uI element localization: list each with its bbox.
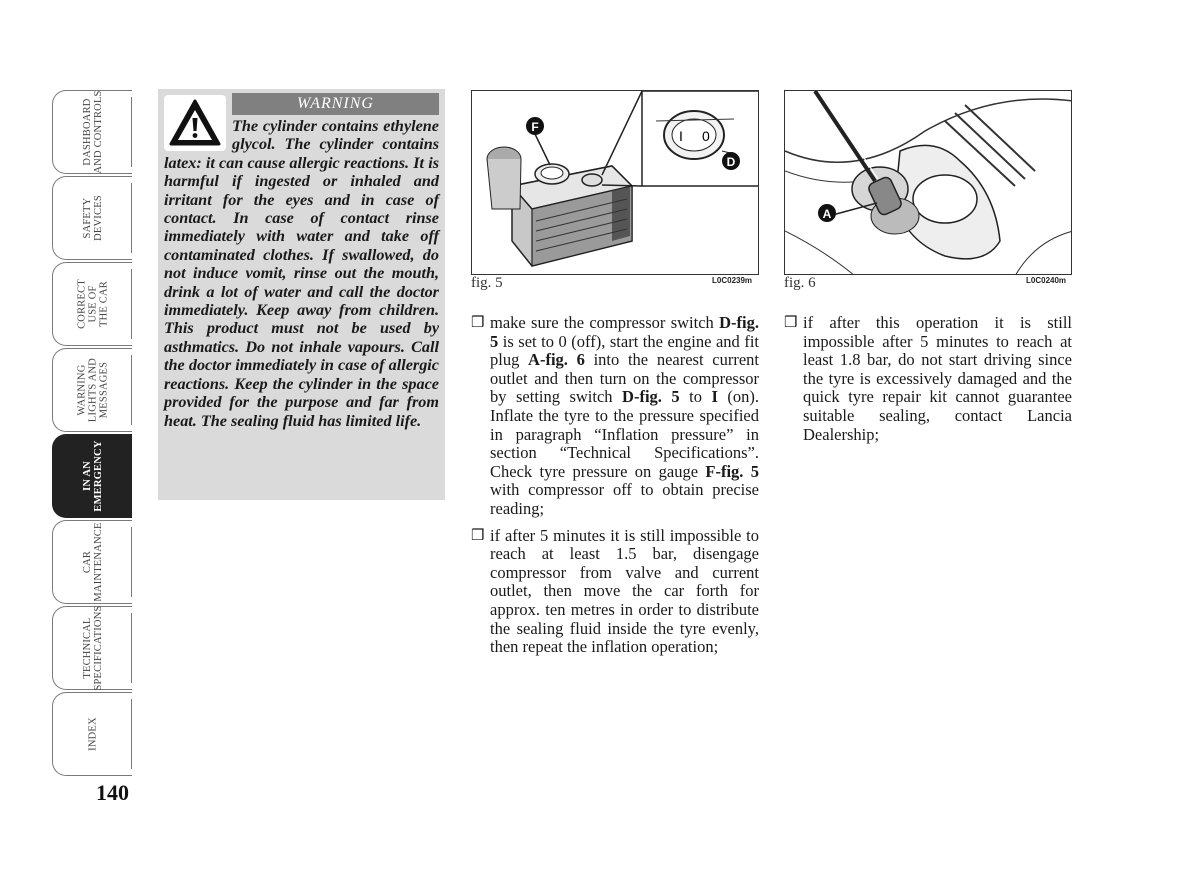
list-item: ❒ if after 5 minutes it is still impossible to reach at least 1.5 bar, disengage compressor from valve and current outlet, then move the car forth for approx. ten metres in order to distribute the sealing fluid inside the tyre evenly, then repeat the inflation operation; bbox=[471, 525, 759, 657]
figure-6-outlet bbox=[784, 90, 1072, 275]
figure-5-caption: fig. 5 bbox=[471, 275, 503, 291]
bullet-box-icon: ❒ bbox=[471, 315, 485, 331]
warning-box bbox=[158, 89, 445, 500]
figure-6-caption: fig. 6 bbox=[784, 275, 816, 291]
tab-safety-devices[interactable]: SAFETY DEVICES bbox=[52, 176, 132, 260]
bullet-box-icon: ❒ bbox=[784, 315, 798, 331]
warning-text: The cylinder contains ethylene glycol. The cylinder contains latex: it can cause allergic reactions. It is harmful if ingested or inhaled and irritant for the eyes and in case of contact. In case of contact rinse immediately with water and take off contaminated clothes. If swallowed, do not induce vomit, rinse out the mouth, drink a lot of water and call the doctor immediately. Keep away from children. This product must not be used by asthmatics. Do not inhale vapours. Call the doctor immediately in case of allergic reactions. Keep the cylinder in the space provided for the purpose and far from heat. The sealing fluid has limited life. bbox=[164, 117, 439, 430]
switch-mark-off: 0 bbox=[702, 128, 710, 144]
label-a: A bbox=[822, 207, 832, 221]
tab-dashboard-and-controls[interactable]: DASHBOARD AND CONTROLS bbox=[52, 90, 132, 174]
tab-in-an-emergency[interactable]: IN AN EMERGENCY bbox=[52, 434, 132, 518]
label-d: D bbox=[726, 155, 736, 169]
warning-title: WARNING bbox=[232, 93, 439, 115]
tab-index[interactable]: INDEX bbox=[52, 692, 132, 776]
list-item: ❒ make sure the compressor switch D-fig. 5 is set to 0 (off), start the engine and fit plug A-fig. 6 into the nearest current outlet and then turn on the compressor by setting switch D-fig. 5 to I (on). Inflate the tyre to the pressure specified in paragraph “Inflation pressure” in section “Technical Specifications”. Check tyre pressure on gauge F-fig. 5 with compressor off to obtain precise reading; bbox=[471, 313, 759, 518]
tab-correct-use-of-the-car[interactable]: CORRECT USE OF THE CAR bbox=[52, 262, 132, 346]
label-f: F bbox=[531, 120, 539, 134]
switch-mark-on: I bbox=[679, 128, 683, 144]
tab-warning-lights-and-messages[interactable]: WARNING LIGHTS AND MESSAGES bbox=[52, 348, 132, 432]
bullet-box-icon: ❒ bbox=[471, 527, 485, 544]
list-item: ❒ if after this operation it is still impossible after 5 minutes to reach at least 1.8 bar, do not start driving since the tyre is excessively damaged and the quick tyre repair kit cannot guarantee suitable sealing, contact Lancia Dealership; bbox=[784, 313, 1072, 444]
figure-6-code: L0C0240m bbox=[1026, 276, 1067, 285]
figure-5-compressor bbox=[471, 90, 759, 275]
tab-car-maintenance[interactable]: CAR MAINTENANCE bbox=[52, 520, 132, 604]
figure-5-code: L0C0239m bbox=[712, 276, 753, 285]
tab-technical-specifications[interactable]: TECHNICAL SPECIFICATIONS bbox=[52, 606, 132, 690]
text-column-1 bbox=[471, 314, 759, 665]
text-column-2 bbox=[784, 314, 1072, 452]
page-number: 140 bbox=[96, 780, 129, 805]
warning-triangle-icon bbox=[164, 95, 226, 151]
